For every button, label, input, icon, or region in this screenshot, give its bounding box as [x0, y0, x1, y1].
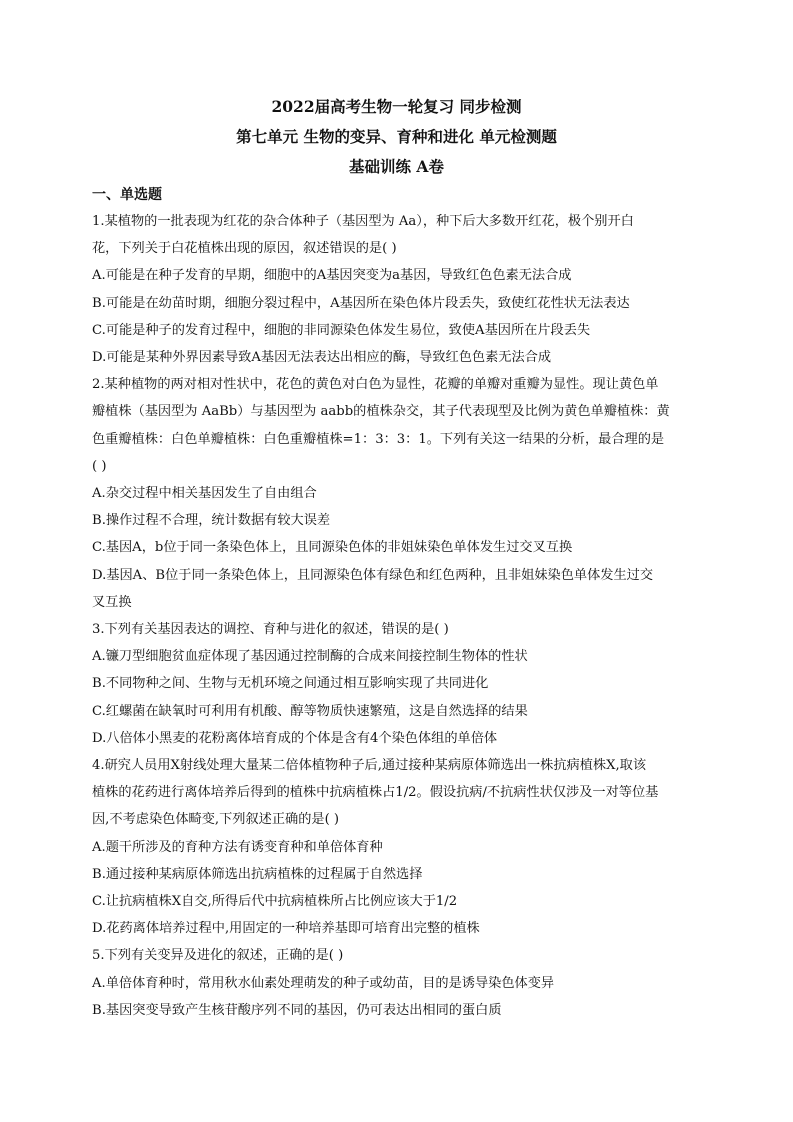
- option-line: A.可能是在种子发育的早期，细胞中的A基因突变为a基因，导致红色色素无法合成: [92, 268, 572, 284]
- section-heading: 一、单选题: [92, 187, 162, 203]
- option-line: D.八倍体小黑麦的花粉离体培育成的个体是含有4个染色体组的单倍体: [92, 730, 498, 746]
- question-stem-line: 5.下列有关变异及进化的叙述，正确的是( ): [92, 948, 344, 964]
- option-line: B.基因突变导致产生核苷酸序列不同的基因，仍可表达出相同的蛋白质: [92, 1002, 502, 1018]
- option-line: B.操作过程不合理，统计数据有较大误差: [92, 513, 331, 529]
- question-3: [92, 616, 701, 752]
- option-line: D.基因A、B位于同一条染色体上，且同源染色体有绿色和红色两种，且非姐妹染色单体发生过交: [92, 567, 654, 583]
- question-stem-line: 植株的花药进行离体培养后得到的植株中抗病植株占1/2。假设抗病/不抗病性状仅涉及一对等位基: [92, 785, 659, 801]
- question-4: [92, 752, 701, 942]
- title-line-2: 第七单元 生物的变异、育种和进化 单元检测题: [236, 127, 557, 146]
- option-line: A.题干所涉及的育种方法有诱变育种和单倍体育种: [92, 839, 383, 855]
- question-5: [92, 942, 701, 1024]
- option-line: C.让抗病植株X自交,所得后代中抗病植株所占比例应该大于1/2: [92, 894, 458, 910]
- question-stem-line: 色重瓣植株：白色单瓣植株：白色重瓣植株=1：3：3：1。下列有关这一结果的分析，最合理的是: [92, 431, 665, 447]
- option-line: D.可能是某种外界因素导致A基因无法表达出相应的酶，导致红色色素无法合成: [92, 350, 552, 366]
- option-line: A.镰刀型细胞贫血症体现了基因通过控制酶的合成来间接控制生物体的性状: [92, 649, 528, 665]
- option-line: D.花药离体培养过程中,用固定的一种培养基即可培育出完整的植株: [92, 921, 480, 937]
- question-stem-line: 3.下列有关基因表达的调控、育种与进化的叙述，错误的是( ): [92, 622, 449, 638]
- question-stem-line: 1.某植物的一批表现为红花的杂合体种子（基因型为 Aa），种下后大多数开红花，极个别开白: [92, 214, 634, 229]
- title-line-3: 基础训练 A卷: [349, 157, 444, 176]
- option-line: B.通过接种某病原体筛选出抗病植株的过程属于自然选择: [92, 866, 423, 882]
- question-stem-line: 4.研究人员用X射线处理大量某二倍体植物种子后,通过接种某病原体筛选出一株抗病植株X,取该: [92, 758, 647, 774]
- option-line: C.基因A，b位于同一条染色体上，且同源染色体的非姐妹染色单体发生过交叉互换: [92, 540, 573, 556]
- question-stem-line: ( ): [92, 458, 107, 474]
- option-line: C.可能是种子的发育过程中，细胞的非同源染色体发生易位，致使A基因所在片段丢失: [92, 322, 591, 338]
- question-stem-line: 因,不考虑染色体畸变,下列叙述正确的是( ): [92, 812, 340, 828]
- question-stem-line: 花，下列关于白花植株出现的原因，叙述错误的是( ): [92, 241, 397, 257]
- option-line: B.不同物种之间、生物与无机环境之间通过相互影响实现了共同进化: [92, 676, 489, 692]
- question-1: [92, 208, 701, 371]
- option-line: A.杂交过程中相关基因发生了自由组合: [92, 486, 317, 502]
- question-stem-line: 瓣植株（基因型为 AaBb）与基因型为 aabb的植株杂交，其子代表现型及比例为黄色单瓣植株：黄: [92, 404, 670, 420]
- option-line: A.单倍体育种时，常用秋水仙素处理萌发的种子或幼苗，目的是诱导染色体变异: [92, 975, 555, 991]
- option-line: C.红螺菌在缺氧时可利用有机酸、醇等物质快速繁殖，这是自然选择的结果: [92, 703, 528, 719]
- option-line: 叉互换: [92, 594, 132, 610]
- question-stem-line: 2.某种植物的两对相对性状中，花色的黄色对白色为显性，花瓣的单瓣对重瓣为显性。现让黄色单: [92, 377, 659, 393]
- title-line-1: 2022届高考生物一轮复习 同步检测: [271, 97, 522, 116]
- question-2: [92, 371, 701, 616]
- option-line: B.可能是在幼苗时期，细胞分裂过程中，A基因所在染色体片段丢失，致使红花性状无法表达: [92, 295, 630, 311]
- question-list: [92, 208, 701, 1024]
